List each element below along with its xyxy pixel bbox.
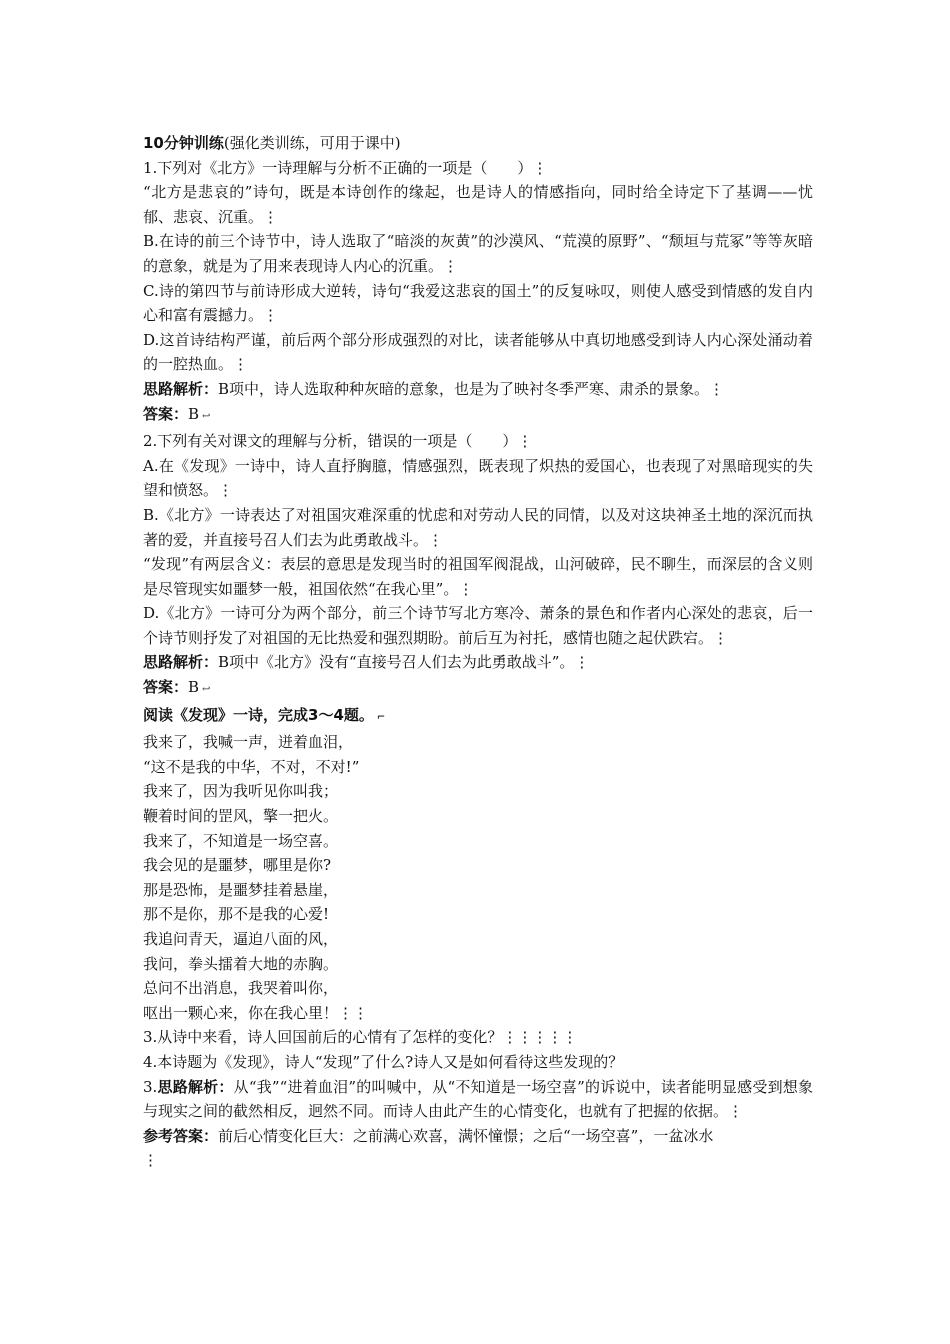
q3-reference-answer — [143, 1124, 813, 1149]
pilcrow-mark-icon: ↩ — [202, 410, 211, 422]
question-3: 3.从诗中来看，诗人回国前后的心情有了怎样的变化？⋮⋮⋮⋮⋮ — [143, 1028, 578, 1047]
q1-option-b: B.在诗的前三个诗节中，诗人选取了“暗淡的灰黄”的沙漠风、“荒漠的原野”、“颓垣与荒冢”等等灰暗的意象，就是为了用来表现诗人内心的沉重。⋮ — [143, 232, 813, 275]
q1-analysis-label: 思路解析： — [143, 379, 219, 398]
q1-answer-value: B — [188, 404, 200, 423]
poem — [143, 730, 813, 1025]
q2-option-b: B.《北方》一诗表达了对祖国灾难深重的忧虑和对劳动人民的同情，以及对这块神圣土地的深沉而执著的爱，并直接号召人们去为此勇敢战斗。⋮ — [143, 505, 813, 549]
section-subtitle: (强化类训练，可用于课中) — [223, 134, 401, 152]
poem-line: “这不是我的中华，不对，不对!” — [143, 757, 360, 776]
q3-analysis-label: 思路解析： — [157, 1077, 234, 1096]
q1-option-d: D.这首诗结构严谨，前后两个部分形成强烈的对比，读者能够从中真切地感受到诗人内心深处涌动着的一腔热血。⋮ — [143, 330, 813, 374]
section-heading — [143, 131, 813, 156]
q2-stem: 2.下列有关对课文的理解与分析，错误的一项是（ ）⋮ — [143, 432, 533, 451]
question-4: 4.本诗题为《发现》，诗人“发现”了什么?诗人又是如何看待这些发现的？ — [143, 1052, 624, 1071]
poem-line: 我会见的是噩梦，哪里是你? — [143, 856, 332, 875]
poem-line: 那不是你，那不是我的心爱! — [143, 905, 330, 924]
poem-line: 呕出一颗心来，你在我心里！⋮⋮ — [143, 1003, 369, 1022]
q2-analysis-text: B项中《北方》没有“直接号召人们去为此勇敢战斗”。⋮ — [218, 653, 590, 672]
poem-line: 我来了，我喊一声，迸着血泪， — [143, 733, 354, 752]
poem-line: 我来了，不知道是一场空喜。 — [143, 831, 339, 850]
q1-answer — [143, 402, 813, 430]
q1-option-a: “北方是悲哀的”诗句，既是本诗创作的缘起，也是诗人的情感指向，同时给全诗定下了基调——忧郁、悲哀、沉重。⋮ — [143, 183, 813, 226]
poem-line: 鞭着时间的罡风，擎一把火。 — [143, 807, 339, 826]
q3-analysis-prefix: 3. — [143, 1077, 158, 1096]
reference-answer-text: 前后心情变化巨大：之前满心欢喜，满怀憧憬；之后“一场空喜”，一盆冰水 — [218, 1126, 714, 1145]
q2-answer-label: 答案： — [143, 678, 189, 697]
q1-analysis — [143, 377, 813, 402]
reading-heading — [143, 703, 813, 731]
q3-analysis — [143, 1075, 813, 1124]
reading-heading-text: 阅读《发现》一诗，完成3～4题。 — [143, 705, 374, 724]
document-page — [143, 131, 813, 1173]
q2-answer-value: B — [188, 678, 200, 697]
section-title: 10分钟训练 — [143, 134, 224, 152]
poem-line: 总问不出消息，我哭着叫你， — [143, 979, 339, 998]
pilcrow-mark-icon: ↩ — [202, 684, 211, 696]
q3-analysis-text: 从“我”“进着血泪”的叫喊中，从“不知道是一场空喜”的诉说中，读者能明显感受到想象与现实之间的截然相反，迥然不同。而诗人由此产生的心情变化，也就有了把握的依据。⋮ — [143, 1077, 813, 1121]
poem-line: 那是恐怖，是噩梦挂着悬崖， — [143, 880, 339, 899]
q2-option-a: A.在《发现》一诗中，诗人直抒胸臆，情感强烈，既表现了炽热的爱国心，也表现了对黑暗现实的失望和愤怒。⋮ — [143, 456, 813, 500]
poem-line: 我问，拳头擂着大地的赤胸。 — [143, 954, 339, 973]
q1-stem: 1.下列对《北方》一诗理解与分析不正确的一项是（ ）⋮ — [143, 158, 548, 177]
q1-analysis-text: B项中，诗人选取种种灰暗的意象，也是为了映衬冬季严寒、肃杀的景象。⋮ — [218, 379, 725, 398]
q2-answer — [143, 675, 813, 703]
q2-option-c: “发现”有两层含义：表层的意思是发现当时的祖国军阀混战，山河破碎，民不聊生，而深层的含义则是尽管现实如噩梦一般，祖国依然“在我心里”。⋮ — [143, 555, 813, 598]
reference-answer-tail: ⋮ — [143, 1151, 158, 1170]
poem-line: 我来了，因为我听见你叫我； — [143, 782, 339, 801]
reference-answer-label: 参考答案： — [143, 1126, 219, 1145]
poem-line: 我追问青天，逼迫八面的风， — [143, 930, 339, 948]
q2-option-d: D.《北方》一诗可分为两个部分，前三个诗节写北方寒冷、萧条的景色和作者内心深处的悲哀，后一个诗节则抒发了对祖国的无比热爱和强烈期盼。前后互为衬托，感情也随之起伏跌宕。⋮ — [143, 604, 813, 647]
q2-analysis — [143, 650, 813, 675]
line-break-mark-icon: ⌐ — [376, 711, 386, 723]
q1-answer-label: 答案： — [143, 404, 189, 423]
q1-option-c: C.诗的第四节与前诗形成大逆转，诗句“我爱这悲哀的国土”的反复咏叹，则使人感受到情感的发自内心和富有震撼力。⋮ — [143, 281, 813, 325]
q2-analysis-label: 思路解析： — [143, 653, 219, 672]
